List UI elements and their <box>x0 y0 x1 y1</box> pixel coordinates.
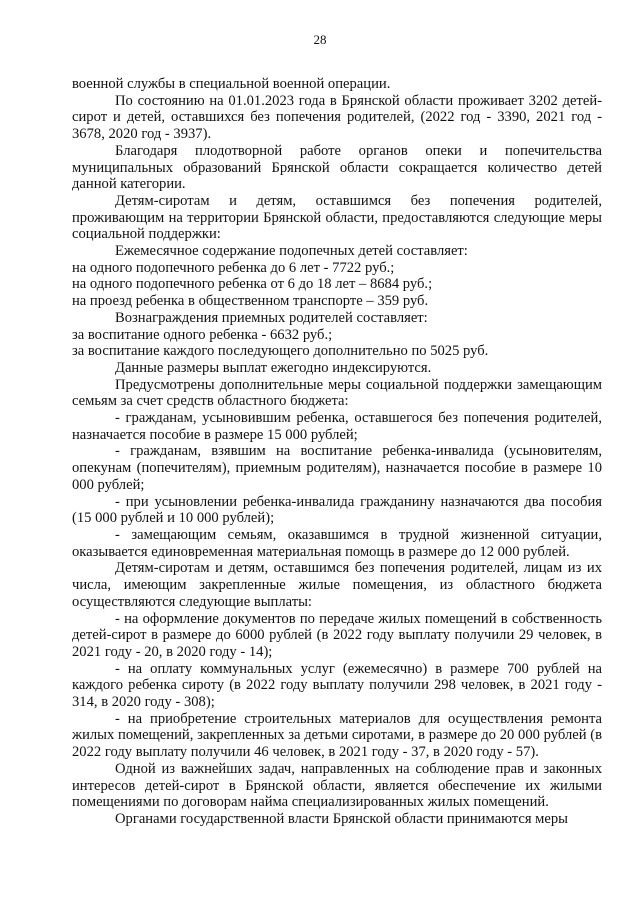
paragraph: - замещающим семьям, оказавшимся в трудной жизненной ситуации, оказывается единовременная материальная помощь в размере до 12 000 рублей. <box>72 526 602 560</box>
paragraph: Данные размеры выплат ежегодно индексируются. <box>115 359 432 376</box>
paragraph: Ежемесячное содержание подопечных детей составляет: <box>115 243 468 260</box>
paragraph: Благодаря плодотворной работе органов опеки и попечительства муниципальных образований Брянской области сокращается количество детей данной категории. <box>72 142 602 193</box>
page-number: 28 <box>313 32 327 47</box>
paragraph: на одного подопечного ребенка от 6 до 18 лет – 8684 руб.; <box>72 276 433 293</box>
paragraph: - на оформление документов по передаче жилых помещений в собственность детей-сирот в размере до 6000 рублей (в 2022 году выплату получили 29 человек, в 2021 году - 20, в 2020 году - 14); <box>72 610 602 660</box>
paragraph: Предусмотрены дополнительные меры социальной поддержки замещающим семьям за счет средств областного бюджета: <box>72 376 602 410</box>
paragraph: Детям-сиротам и детям, оставшимся без попечения родителей, проживающим на территории Брянской области, предоставляются следующие меры социальной поддержки: <box>72 192 602 243</box>
paragraph: Одной из важнейших задач, направленных на соблюдение прав и законных интересов детей-сирот в Брянской области, является обеспечение их жилыми помещениями по договорам найма специализированных жилых помещений. <box>72 760 602 811</box>
paragraph: на одного подопечного ребенка до 6 лет - 7722 руб.; <box>72 259 395 276</box>
paragraph: на проезд ребенка в общественном транспорте – 359 руб. <box>72 293 429 310</box>
paragraph: По состоянию на 01.01.2023 года в Брянской области проживает 3202 детей-сирот и детей, оставшихся без попечения родителей, (2022 год - 3390, 2021 год - 3678, 2020 год - 3937). <box>72 92 602 143</box>
paragraph: Вознаграждения приемных родителей составляет: <box>115 309 428 326</box>
paragraph: Органами государственной власти Брянской области принимаются меры <box>115 810 568 827</box>
paragraph: за воспитание каждого последующего дополнительно по 5025 руб. <box>72 343 489 360</box>
paragraph: - на приобретение строительных материалов для осуществления ремонта жилых помещений, закрепленных за детьми сиротами, в размере до 20 000 рублей (в 2022 году выплату получили 46 человек, в 2021 году - 37, в 2020 году - 57). <box>72 710 602 761</box>
paragraph: - при усыновлении ребенка-инвалида гражданину назначаются два пособия (15 000 рублей и 10 000 рублей); <box>72 493 602 527</box>
paragraph: за воспитание одного ребенка - 6632 руб.; <box>72 326 333 343</box>
paragraph: военной службы в специальной военной операции. <box>72 76 391 92</box>
paragraph: - гражданам, усыновившим ребенка, оставшегося без попечения родителей, назначается пособие в размере 15 000 рублей; <box>72 410 602 443</box>
paragraph: - на оплату коммунальных услуг (ежемесячно) в размере 700 рублей на каждого ребенка сироту (в 2022 году выплату получили 298 человек, в 2021 году - 314, в 2020 году - 308); <box>72 660 602 711</box>
body-text <box>72 76 602 828</box>
paragraph: Детям-сиротам и детям, оставшимся без попечения родителей, лицам из их числа, имеющим закрепленные жилые помещения, из областного бюджета осуществляются следующие выплаты: <box>72 560 602 610</box>
paragraph: - гражданам, взявшим на воспитание ребенка-инвалида (усыновителям, опекунам (попечителям), приемным родителям), назначается пособие в размере 10 000 рублей; <box>72 443 602 493</box>
